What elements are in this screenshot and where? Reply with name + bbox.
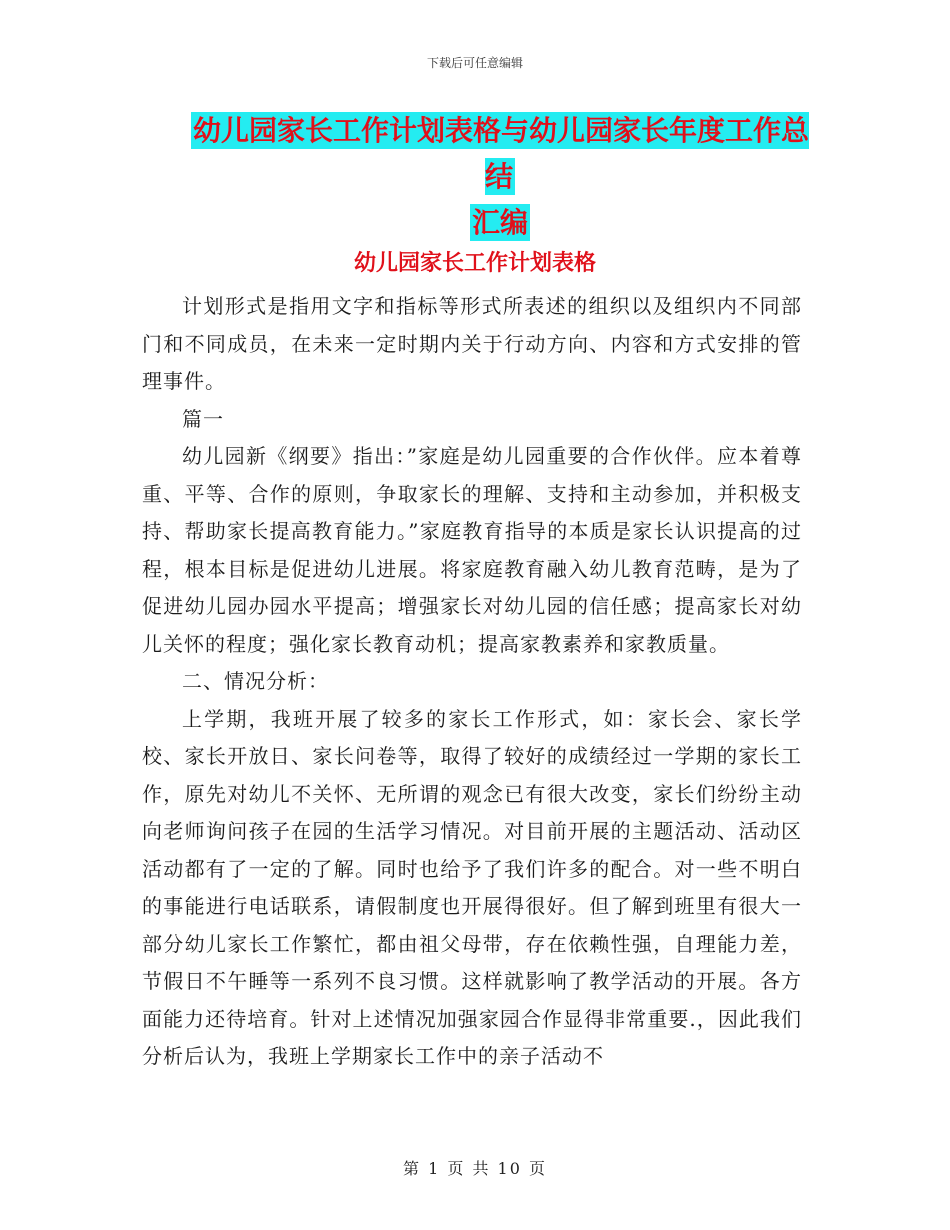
document-body (142, 288, 802, 1076)
document-title-line-2: 汇编 (471, 206, 528, 239)
paragraph-part-heading: 篇一 (182, 406, 224, 431)
section-title: 幼儿园家长工作计划表格 (353, 251, 596, 276)
paragraph-intro: 计划形式是指用文字和指标等形式所表述的组织以及组织内不同部门和不同成员，在未来一定时期内关于行动方向、内容和方式安排的管理事件。 (142, 294, 802, 393)
document-title (190, 108, 810, 246)
paragraph-analysis: 上学期，我班开展了较多的家长工作形式，如：家长会、家长学校、家长开放日、家长问卷等，取得了较好的成绩经过一学期的家长工作，原先对幼儿不关怀、无所谓的观念已有很大改变，家长们纷纷主动向老师询问孩子在园的生活学习情况。对目前开展的主题活动、活动区活动都有了一定的了解。同时也给予了我们许多的配合。对一些不明白的事能进行电话联系，请假制度也开展得很好。但了解到班里有很大一部分幼儿家长工作繁忙，都由祖父母带，存在依赖性强，自理能力差，节假日不午睡等一系列不良习惯。这样就影响了教学活动的开展。各方面能力还待培育。针对上述情况加强家园合作显得非常重要.，因此我们分析后认为，我班上学期家长工作中的亲子活动不 (142, 706, 802, 1068)
paragraph-analysis-heading: 二、情况分析： (182, 669, 329, 693)
page-footer: 第 1 页 共 10 页 (403, 1159, 547, 1178)
paragraph-guideline: 幼儿园新《纲要》指出：”家庭是幼儿园重要的合作伙伴。应本着尊重、平等、合作的原则，争取家长的理解、支持和主动参加，并积极支持、帮助家长提高教育能力。”家庭教育指导的本质是家长认识提高的过程，根本目标是促进幼儿进展。将家庭教育融入幼儿教育范畴，是为了促进幼儿园办园水平提高；增强家长对幼儿园的信任感；提高家长对幼儿关怀的程度；强化家长教育动机；提高家教素养和家教质量。 (142, 444, 802, 656)
page-header-note: 下载后可任意编辑 (426, 56, 523, 70)
document-title-line-1: 幼儿园家长工作计划表格与幼儿园家长年度工作总结 (192, 114, 809, 193)
